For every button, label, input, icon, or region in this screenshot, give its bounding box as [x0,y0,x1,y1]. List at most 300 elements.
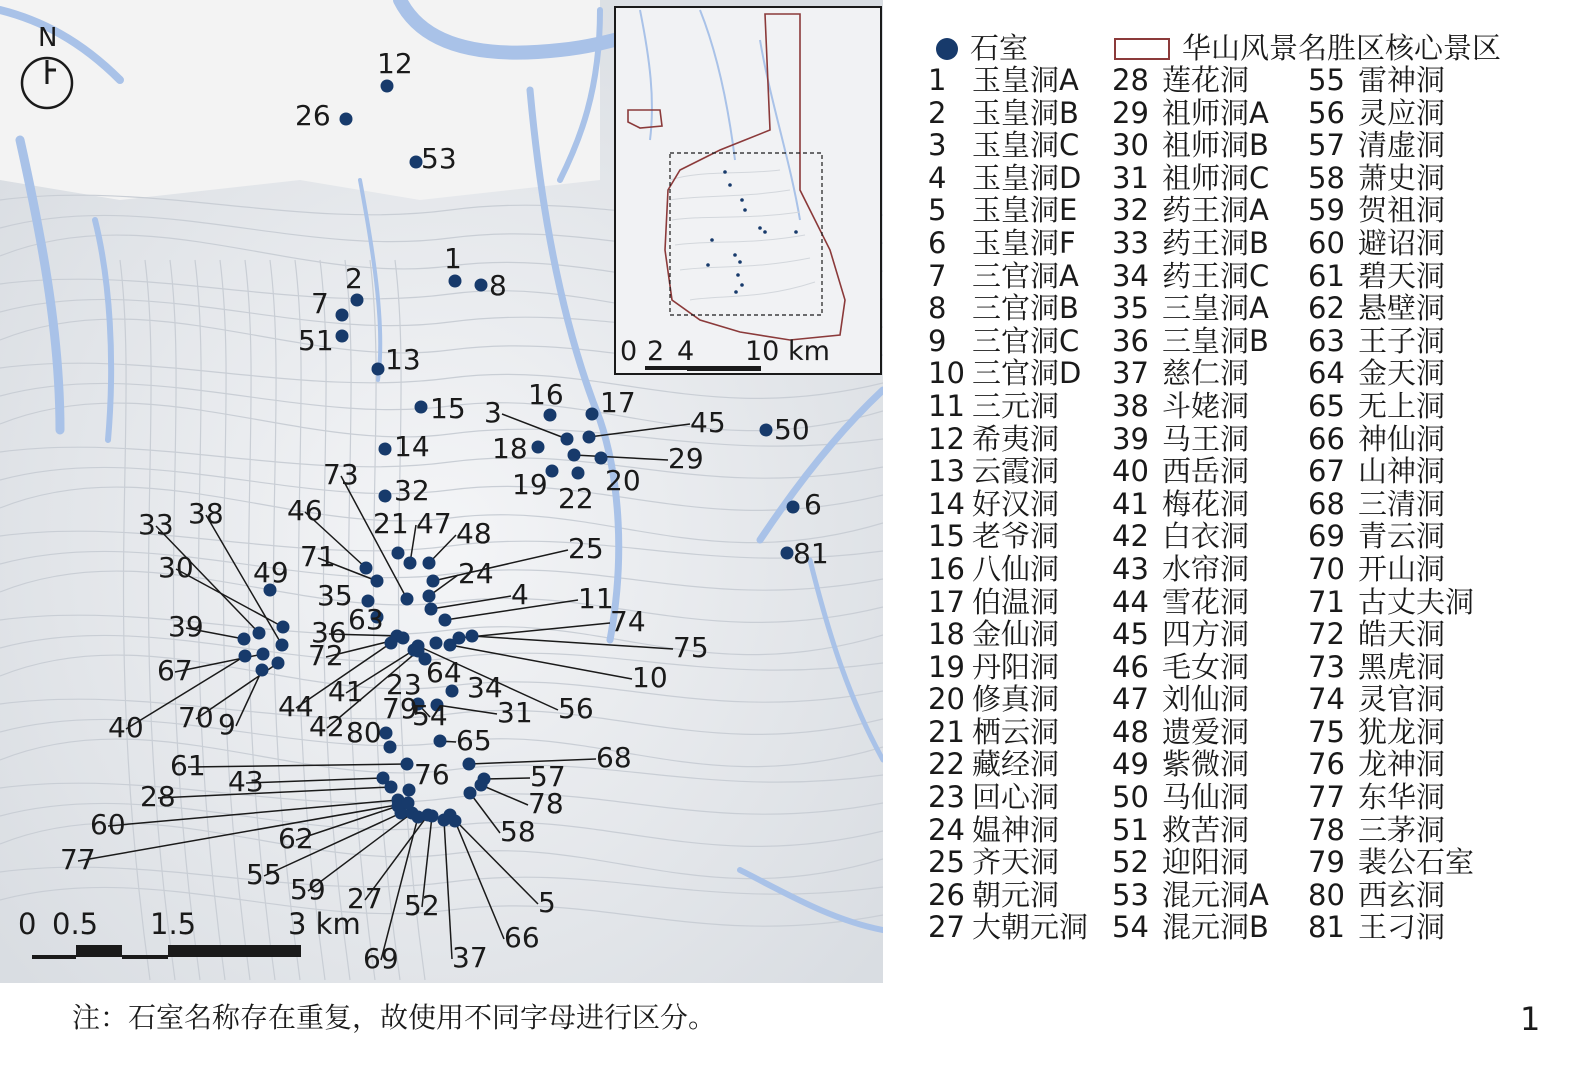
legend-item [928,129,1088,162]
legend-item [1112,194,1269,227]
inset-scale-tick-0: 0 [620,336,638,367]
cave-point [379,490,392,503]
cave-label: 80 [346,716,382,749]
cave-point [336,330,349,343]
legend-column-3 [1308,64,1474,944]
cave-label: 15 [430,392,466,425]
cave-point [568,449,581,462]
legend-item [928,683,1088,716]
legend-item-number: 67 [1308,454,1345,489]
cave-label: 13 [385,343,421,376]
legend-item-name: 好汉洞 [972,486,1060,521]
cave-point [449,815,462,828]
legend-item-name: 裴公石室 [1358,845,1475,880]
legend-item-number: 31 [1112,160,1149,195]
legend-item-number: 69 [1308,519,1345,554]
cave-label: 39 [168,610,204,643]
cave-point [464,787,477,800]
cave-label: 14 [394,430,430,463]
cave-point [379,443,392,456]
legend-item-name: 青云洞 [1358,519,1446,554]
legend-item-name: 三官洞D [972,356,1082,391]
scale-tick-0: 0 [18,907,37,941]
legend-item-name: 玉皇洞C [972,128,1080,163]
cave-label: 55 [246,858,282,891]
cave-label: 5 [538,886,556,919]
legend-item [1308,716,1474,749]
legend-item-name: 祖师洞C [1162,160,1270,195]
legend-item [928,227,1088,260]
legend-item-name: 三皇洞A [1162,291,1269,326]
cave-label: 64 [426,656,462,689]
cave-label: 75 [673,631,709,664]
cave-label: 59 [290,873,326,906]
legend [928,30,1568,955]
legend-item [928,651,1088,684]
cave-label: 50 [774,413,810,446]
legend-item [928,162,1088,195]
legend-item-number: 37 [1112,356,1149,391]
legend-item [1308,97,1474,130]
legend-item [1112,911,1269,944]
legend-item-number: 50 [1112,780,1149,815]
legend-item-number: 13 [928,454,965,489]
cave-label: 73 [323,458,359,491]
legend-item-name: 迎阳洞 [1162,845,1250,880]
legend-item [1112,292,1269,325]
legend-item-number: 76 [1308,747,1345,782]
legend-item-number: 43 [1112,551,1149,586]
legend-item-number: 44 [1112,584,1149,619]
legend-item-name: 开山洞 [1358,551,1446,586]
legend-item-number: 48 [1112,714,1149,749]
legend-item-number: 77 [1308,780,1345,815]
cave-point [384,741,397,754]
legend-item [1308,64,1474,97]
legend-item-number: 23 [928,780,965,815]
legend-item-name: 齐天洞 [972,845,1060,880]
legend-item [928,292,1088,325]
cave-label: 68 [596,741,632,774]
cave-point [238,633,251,646]
cave-label: 35 [317,579,353,612]
legend-item [1308,423,1474,456]
legend-item [1308,520,1474,553]
legend-item [1112,814,1269,847]
legend-item [1112,846,1269,879]
legend-item-name: 梅花洞 [1162,486,1250,521]
cave-label: 18 [492,432,528,465]
cave-point [466,630,479,643]
cave-point [760,424,773,437]
legend-item-number: 71 [1308,584,1345,619]
legend-item [1112,129,1269,162]
cave-point [438,814,451,827]
cave-label: 44 [278,690,314,723]
legend-item-name: 马王洞 [1162,421,1250,456]
legend-item [1308,651,1474,684]
legend-item [1112,586,1269,619]
legend-item-number: 15 [928,519,965,554]
legend-item-number: 53 [1112,877,1149,912]
cave-label: 7 [311,287,329,320]
page-number: 1 [1520,1000,1541,1038]
cave-label: 41 [328,675,364,708]
legend-item-number: 30 [1112,128,1149,163]
legend-item-number: 5 [928,193,947,228]
legend-item [1308,748,1474,781]
legend-item-name: 四方洞 [1162,617,1250,652]
cave-point [423,590,436,603]
legend-item [928,846,1088,879]
cave-label: 45 [690,406,726,439]
cave-label: 38 [188,497,224,530]
legend-item-number: 34 [1112,258,1149,293]
legend-item [928,520,1088,553]
legend-item-number: 32 [1112,193,1149,228]
legend-item-number: 33 [1112,225,1149,260]
cave-point [377,772,390,785]
cave-label: 4 [511,578,529,611]
cave-point [426,810,439,823]
north-letter: N [38,23,58,53]
legend-item-name: 三官洞C [972,323,1080,358]
legend-item [928,814,1088,847]
legend-item-number: 66 [1308,421,1345,456]
legend-item [1112,325,1269,358]
cave-point [434,735,447,748]
cave-label: 24 [458,557,494,590]
legend-item [1308,911,1474,944]
legend-item-number: 65 [1308,388,1345,423]
legend-item-name: 丹阳洞 [972,649,1060,684]
legend-item-name: 东华洞 [1358,780,1446,815]
legend-item-name: 药王洞A [1162,193,1269,228]
legend-item-number: 58 [1308,160,1345,195]
legend-item [928,879,1088,912]
legend-item-name: 玉皇洞A [972,63,1079,97]
legend-item-number: 52 [1112,845,1149,880]
legend-item-name: 雷神洞 [1358,63,1446,97]
legend-item-name: 三官洞B [972,291,1079,326]
cave-label: 12 [377,47,413,80]
cave-label: 54 [412,699,448,732]
cave-label: 29 [668,442,704,475]
scale-tick-1-5: 1.5 [150,907,197,941]
legend-item [928,357,1088,390]
legend-item-name: 八仙洞 [972,551,1060,586]
legend-item-number: 63 [1308,323,1345,358]
legend-item-name: 王子洞 [1358,323,1446,358]
legend-item-name: 马仙洞 [1162,780,1250,815]
cave-label: 23 [386,668,422,701]
legend-item [1308,814,1474,847]
cave-label: 77 [60,843,96,876]
cave-label: 16 [528,378,564,411]
cave-label: 71 [300,540,336,573]
legend-item-name: 修真洞 [972,682,1060,717]
legend-item [1112,64,1269,97]
legend-item-number: 60 [1308,225,1345,260]
cave-point [439,614,452,627]
cave-label: 36 [311,616,347,649]
legend-item-name: 萧史洞 [1358,160,1446,195]
legend-item-name: 云霞洞 [972,454,1060,489]
legend-item [928,64,1088,97]
legend-item-number: 70 [1308,551,1345,586]
legend-item-number: 12 [928,421,965,456]
cave-point [402,797,415,810]
cave-label: 11 [578,582,614,615]
inset-map [615,7,881,374]
cave-label: 34 [467,671,503,704]
cave-label: 43 [228,765,264,798]
cave-label: 78 [528,787,564,820]
legend-item [1112,162,1269,195]
cave-point [381,80,394,93]
cave-label: 26 [295,99,331,132]
legend-item [1308,390,1474,423]
cave-label: 47 [416,507,452,540]
legend-item [1308,488,1474,521]
legend-item-number: 22 [928,747,965,782]
legend-item [1112,748,1269,781]
legend-item [1308,879,1474,912]
footnote: 注：石室名称存在重复，故使用不同字母进行区分。 [72,1001,717,1034]
legend-item [928,716,1088,749]
legend-item-name: 皓天洞 [1358,617,1446,652]
legend-item [1308,586,1474,619]
legend-item-number: 38 [1112,388,1149,423]
cave-label: 31 [497,696,533,729]
cave-label: 69 [363,942,399,975]
legend-item [928,748,1088,781]
legend-item-number: 28 [1112,63,1149,97]
legend-item-name: 药王洞B [1162,225,1269,260]
legend-item [928,586,1088,619]
legend-item-name: 遗爱洞 [1162,714,1250,749]
cave-point [427,575,440,588]
legend-item-number: 21 [928,714,965,749]
cave-point [781,547,794,560]
cave-label: 2 [345,262,363,295]
legend-item [928,194,1088,227]
legend-item-name: 山神洞 [1358,454,1446,489]
legend-item-name: 灵应洞 [1358,95,1446,130]
cave-label: 81 [793,537,829,570]
legend-item-number: 47 [1112,682,1149,717]
cave-label: 3 [484,396,502,429]
legend-item [1308,683,1474,716]
cave-point [397,632,410,645]
cave-point [561,433,574,446]
cave-point [401,758,414,771]
legend-item-number: 46 [1112,649,1149,684]
legend-item-name: 三元洞 [972,388,1060,423]
cave-label: 53 [421,142,457,175]
cave-point [351,294,364,307]
cave-point [392,547,405,560]
cave-point [412,640,425,653]
legend-item-number: 73 [1308,649,1345,684]
cave-point [583,431,596,444]
cave-point [385,637,398,650]
legend-item-number: 74 [1308,682,1345,717]
legend-item-number: 14 [928,486,965,521]
cave-label: 52 [404,889,440,922]
legend-item-number: 7 [928,258,947,293]
legend-item [928,781,1088,814]
cave-point [463,758,476,771]
scale-tick-3km: 3 km [288,907,361,941]
legend-item-name: 雪花洞 [1162,584,1250,619]
legend-item-number: 49 [1112,747,1149,782]
legend-item-number: 10 [928,356,965,391]
legend-item-name: 碧天洞 [1358,258,1446,293]
cave-point [371,575,384,588]
legend-item-name: 玉皇洞D [972,160,1082,195]
legend-item-number: 6 [928,225,947,260]
legend-item [1308,781,1474,814]
legend-item [1308,325,1474,358]
cave-label: 67 [157,654,193,687]
inset-scale-tick-4: 4 [677,336,695,367]
legend-item-number: 26 [928,877,965,912]
cave-label: 65 [456,724,492,757]
legend-item-name: 三官洞A [972,258,1079,293]
legend-item-number: 75 [1308,714,1345,749]
legend-item-name: 白衣洞 [1162,519,1250,554]
legend-item-name: 老爷洞 [972,519,1060,554]
legend-item-number: 36 [1112,323,1149,358]
cave-point [475,279,488,292]
legend-item-name: 药王洞C [1162,258,1270,293]
legend-item-number: 79 [1308,845,1345,880]
legend-item-name: 无上洞 [1358,388,1446,423]
cave-label: 10 [632,661,668,694]
legend-item [928,455,1088,488]
cave-point [449,275,462,288]
legend-item-name: 慈仁洞 [1162,356,1250,391]
legend-item [1112,781,1269,814]
legend-item-number: 4 [928,160,947,195]
cave-point [430,637,443,650]
cave-label: 17 [600,386,636,419]
legend-item-number: 45 [1112,617,1149,652]
legend-item-name: 祖师洞A [1162,95,1269,130]
legend-item-number: 78 [1308,812,1345,847]
cave-point [572,467,585,480]
legend-item [1112,520,1269,553]
cave-label: 42 [309,710,345,743]
cave-label: 70 [178,701,214,734]
legend-item [1308,618,1474,651]
legend-item [1308,194,1474,227]
legend-item [1308,227,1474,260]
legend-item [928,423,1088,456]
leader-line [484,778,530,779]
cave-label: 46 [287,494,323,527]
legend-item-name: 希夷洞 [972,421,1060,456]
cave-label: 28 [140,780,176,813]
cave-point [276,639,289,652]
cave-point [360,562,373,575]
cave-point [340,113,353,126]
legend-item-name: 斗姥洞 [1162,388,1250,423]
cave-label: 57 [530,760,566,793]
legend-item-name: 西玄洞 [1358,877,1446,912]
cave-label: 79 [382,692,418,725]
legend-item [1112,618,1269,651]
legend-column-1 [928,64,1088,944]
scale-tick-0-5: 0.5 [52,907,99,941]
legend-item-name: 犹龙洞 [1358,714,1446,749]
cave-label: 6 [804,488,822,521]
cave-label: 72 [308,639,344,672]
cave-label: 25 [568,532,604,565]
legend-item-name: 王刁洞 [1358,910,1446,945]
inset-scale-tick-2: 2 [647,336,665,367]
legend-item-number: 35 [1112,291,1149,326]
legend-item-number: 80 [1308,877,1345,912]
cave-point [475,779,488,792]
cave-label: 30 [158,551,194,584]
cave-point [595,452,608,465]
cave-label: 51 [298,324,334,357]
legend-item-number: 19 [928,649,965,684]
legend-item-name: 大朝元洞 [972,910,1089,945]
cave-label: 61 [170,749,206,782]
legend-item-number: 25 [928,845,965,880]
legend-item-name: 媪神洞 [972,812,1060,847]
legend-item [928,911,1088,944]
legend-point-entry [928,30,1028,66]
legend-item-name: 金仙洞 [972,617,1060,652]
cave-label: 49 [253,556,289,589]
legend-item [1308,357,1474,390]
area-outline-icon [1114,38,1170,60]
legend-item [1308,455,1474,488]
legend-item-name: 西岳洞 [1162,454,1250,489]
inset-scale-tick-10km: 10 km [745,336,830,367]
legend-item-name: 毛女洞 [1162,649,1250,684]
cave-point [277,621,290,634]
cave-label: 19 [512,468,548,501]
legend-item [1308,846,1474,879]
legend-item-number: 29 [1112,95,1149,130]
legend-item [1112,423,1269,456]
legend-item-name: 清虚洞 [1358,128,1446,163]
legend-item-name: 藏经洞 [972,747,1060,782]
cave-label: 22 [558,482,594,515]
legend-item-name: 玉皇洞F [972,225,1076,260]
legend-item-number: 27 [928,910,965,945]
legend-item [1112,227,1269,260]
cave-label: 8 [489,269,507,302]
legend-item-number: 51 [1112,812,1149,847]
legend-item-name: 悬壁洞 [1358,291,1446,326]
legend-item-name: 避诏洞 [1358,225,1446,260]
legend-item-name: 祖师洞B [1162,128,1269,163]
cave-label: 33 [138,508,174,541]
legend-item-number: 17 [928,584,965,619]
legend-item [928,390,1088,423]
cave-label: 76 [414,758,450,791]
legend-item-name: 伯温洞 [972,584,1060,619]
legend-item-number: 62 [1308,291,1345,326]
legend-item-name: 刘仙洞 [1162,682,1250,717]
legend-item [1112,390,1269,423]
